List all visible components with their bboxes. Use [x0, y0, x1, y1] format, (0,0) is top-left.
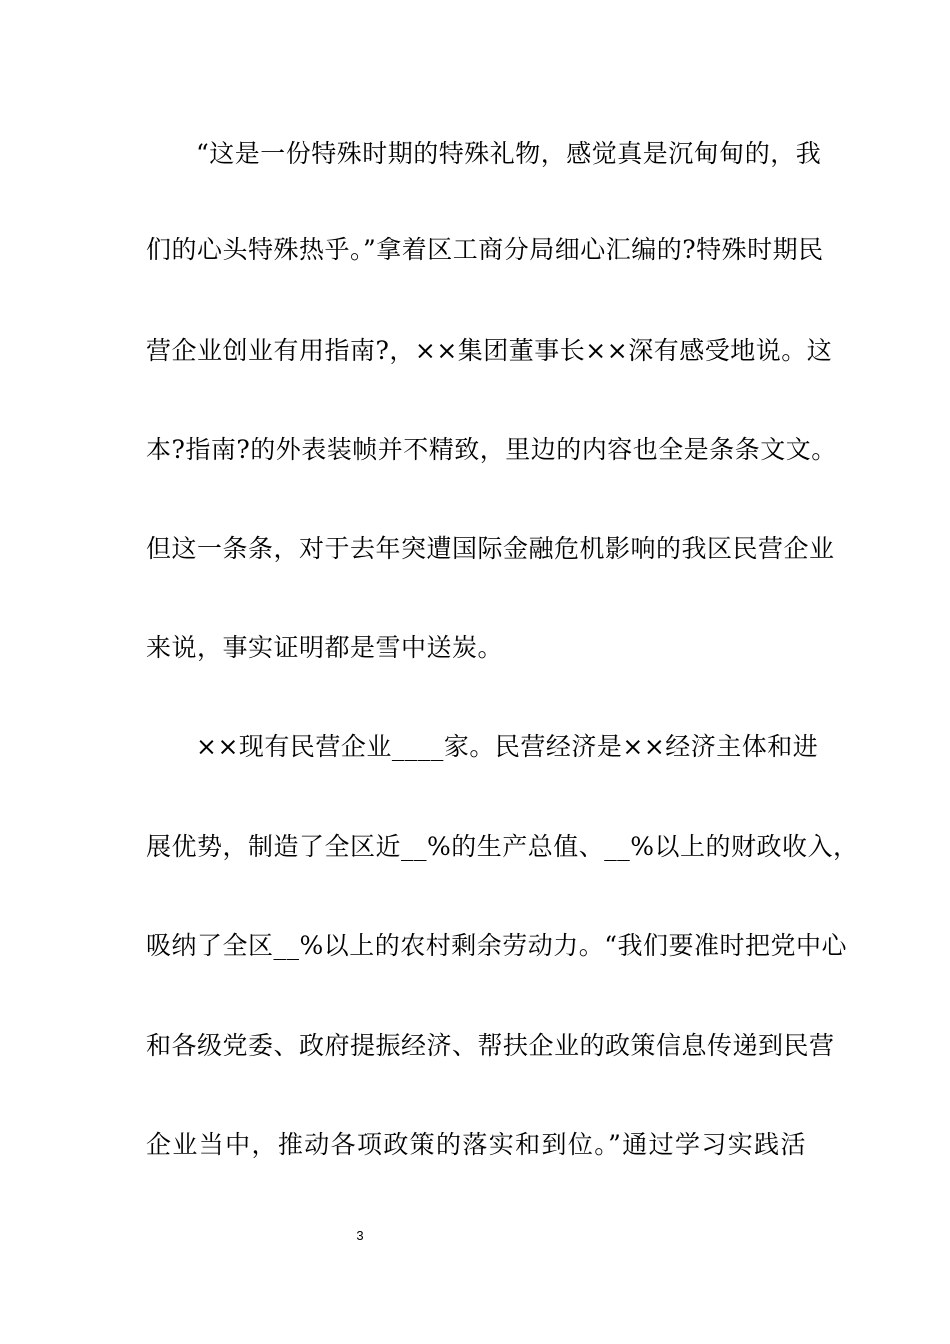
paragraph-2-line-1: ××现有民营企业____家。民营经济是××经济主体和进 [196, 732, 819, 761]
paragraph-1-line-2: 们的心头特殊热乎。”拿着区工商分局细心汇编的?特殊时期民 [146, 235, 824, 264]
paragraph-1-line-6: 来说，事实证明都是雪中送炭。 [146, 633, 504, 662]
paragraph-1-line-3: 营企业创业有用指南?，××集团董事长××深有感受地说。这 [146, 336, 833, 365]
paragraph-2-line-5: 企业当中，推动各项政策的落实和到位。”通过学习实践活 [146, 1130, 806, 1159]
page-number: 3 [356, 1228, 364, 1243]
paragraph-2-line-2: 展优势，制造了全区近__%的生产总值、__%以上的财政收入， [146, 832, 859, 861]
paragraph-2-line-3: 吸纳了全区__%以上的农村剩余劳动力。“我们要准时把党中心 [146, 931, 848, 960]
paragraph-1-line-5: 但这一条条，对于去年突遭国际金融危机影响的我区民营企业 [146, 534, 835, 563]
paragraph-1-line-1: “这是一份特殊时期的特殊礼物，感觉真是沉甸甸的，我 [196, 139, 822, 168]
paragraph-1-line-4: 本?指南?的外表装帧并不精致，里边的内容也全是条条文文。 [146, 435, 837, 464]
paragraph-2-line-4: 和各级党委、政府提振经济、帮扶企业的政策信息传递到民营 [146, 1031, 835, 1060]
